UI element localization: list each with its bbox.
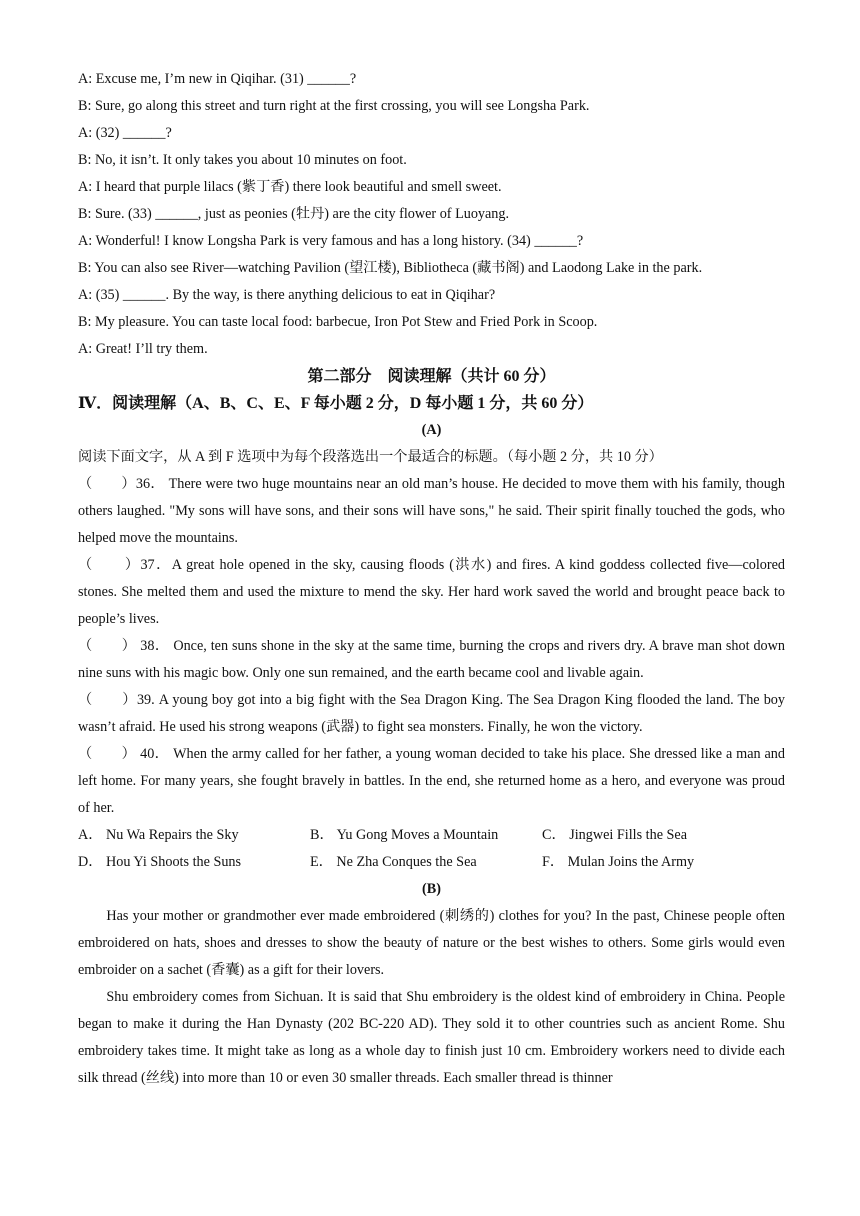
option-b: B． Yu Gong Moves a Mountain (310, 827, 499, 843)
dialogue-line: A: Wonderful! I know Longsha Park is very famous and has a long history. (34) ______? (78, 233, 584, 249)
dialogue-line: B: Sure, go along this street and turn right at the first crossing, you will see Longsha Park. (78, 98, 590, 114)
dialogue-line: B: My pleasure. You can taste local food: barbecue, Iron Pot Stew and Fried Pork in Scoop. (78, 314, 598, 330)
option-f: F． Mulan Joins the Army (542, 854, 695, 870)
dialogue (78, 66, 785, 363)
option-d: D． Hou Yi Shoots the Suns (78, 854, 242, 870)
dialogue-line: B: No, it isn’t. It only takes you about 10 minutes on foot. (78, 152, 407, 168)
question-37: （ ）37．A great hole opened in the sky, causing floods (洪水) and fires. A kind goddess collected five—colored stones. She melted them and used the mixture to mend the sky. Her hard work saved the world and brought peace back to people’s lives. (78, 557, 785, 627)
passage-b-label: (B) (422, 881, 441, 897)
dialogue-line: B: You can also see River—watching Pavilion (望江楼), Bibliotheca (藏书阁) and Laodong Lake in the park. (78, 260, 703, 276)
passage-a-label: (A) (421, 422, 442, 438)
option-c: C． Jingwei Fills the Sea (542, 827, 688, 843)
question-38: （ ） 38． Once, ten suns shone in the sky at the same time, burning the crops and rivers dry. A brave man shot down nine suns with his magic bow. Only one sun remained, and the earth became cool and livable again. (78, 638, 785, 681)
question-39: （ ）39. A young boy got into a big fight with the Sea Dragon King. The Sea Dragon King flooded the land. The boy wasn’t afraid. He used his strong weapons (武器) to fight sea monsters. Finally, he won the victory. (78, 692, 785, 735)
dialogue-line: A: (32) ______? (78, 125, 172, 141)
passage-b (78, 876, 785, 1092)
part-title: 第二部分 阅读理解（共计 60 分） (307, 368, 556, 385)
document-page (78, 66, 785, 1092)
options-row-2 (78, 849, 785, 876)
passage-b-paragraph: Has your mother or grandmother ever made embroidered (刺绣的) clothes for you? In the past, Chinese people often embroidered on hats, shoes and dresses to show the beauty of nature or the best wishes to others. Some girls would even embroider on a sachet (香囊) as a gift for their lovers. (78, 908, 785, 978)
option-e: E． Ne Zha Conques the Sea (310, 854, 477, 870)
question-40: （ ） 40． When the army called for her father, a young woman decided to take his place. She dressed like a man and left home. For many years, she fought bravely in battles. In the end, she returned home as a hero, and everyone was proud of her. (78, 746, 785, 816)
section-title: Ⅳ．阅读理解（A、B、C、E、F 每小题 2 分，D 每小题 1 分，共 60 分） (78, 395, 594, 412)
dialogue-line: B: Sure. (33) ______, just as peonies (牡丹) are the city flower of Luoyang. (78, 206, 510, 222)
option-a: A． Nu Wa Repairs the Sky (78, 827, 239, 843)
dialogue-line: A: I heard that purple lilacs (紫丁香) there look beautiful and smell sweet. (78, 179, 502, 195)
dialogue-line: A: Great! I’ll try them. (78, 341, 208, 357)
question-36: （ ）36． There were two huge mountains near an old man’s house. He decided to move them with his family, though others laughed. "My sons will have sons, and their sons will have sons," he said. Their spirit finally touched the gods, who helped move the mountains. (78, 476, 785, 546)
passage-b-paragraph: Shu embroidery comes from Sichuan. It is said that Shu embroidery is the oldest kind of embroidery in China. People began to make it during the Han Dynasty (202 BC-220 AD). They sold it to other countries such as ancient Rome. Shu embroidery takes time. It might take as long as a whole day to finish just 10 cm. Embroidery workers need to divide each silk thread (丝线) into more than 10 or even 30 smaller threads. Each smaller thread is thinner (78, 989, 785, 1086)
dialogue-line: A: Excuse me, I’m new in Qiqihar. (31) ______? (78, 71, 357, 87)
passage-a (78, 417, 785, 876)
options-row-1 (78, 822, 785, 849)
passage-a-instruction: 阅读下面文字，从 A 到 F 选项中为每个段落选出一个最适合的标题。（每小题 2 分，共 10 分） (78, 449, 663, 465)
dialogue-line: A: (35) ______. By the way, is there anything delicious to eat in Qiqihar? (78, 287, 496, 303)
